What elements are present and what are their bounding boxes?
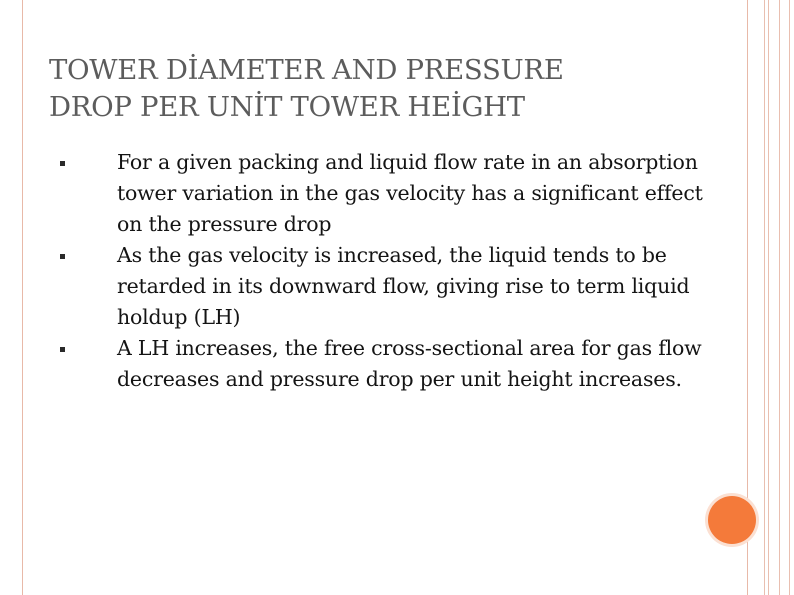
- decorative-line: [764, 0, 765, 595]
- square-bullet-icon: [60, 161, 65, 166]
- bullet-item: [60, 147, 730, 240]
- bullet-text: For a given packing and liquid flow rate in an absorption tower variation in the gas velocity has a significant effect on the pressure drop: [117, 150, 703, 236]
- bullet-list: [60, 147, 730, 395]
- title-line-2: DROP PER UNİT TOWER HEİGHT: [49, 91, 525, 123]
- decorative-line: [768, 0, 769, 595]
- decorative-line: [789, 0, 790, 595]
- bullet-text: As the gas velocity is increased, the liquid tends to be retarded in its downward flow, giving rise to term liquid holdup (LH): [117, 243, 690, 329]
- bullet-item: [60, 333, 730, 395]
- square-bullet-icon: [60, 254, 65, 259]
- bullet-text: A LH increases, the free cross-sectional area for gas flow decreases and pressure drop per unit height increases.: [117, 336, 702, 391]
- orange-circle-decoration: [708, 496, 756, 544]
- decorative-line: [779, 0, 780, 595]
- bullet-item: [60, 240, 730, 333]
- square-bullet-icon: [60, 347, 65, 352]
- title-line-1: TOWER DİAMETER AND PRESSURE: [49, 54, 564, 86]
- slide-title: [49, 52, 749, 126]
